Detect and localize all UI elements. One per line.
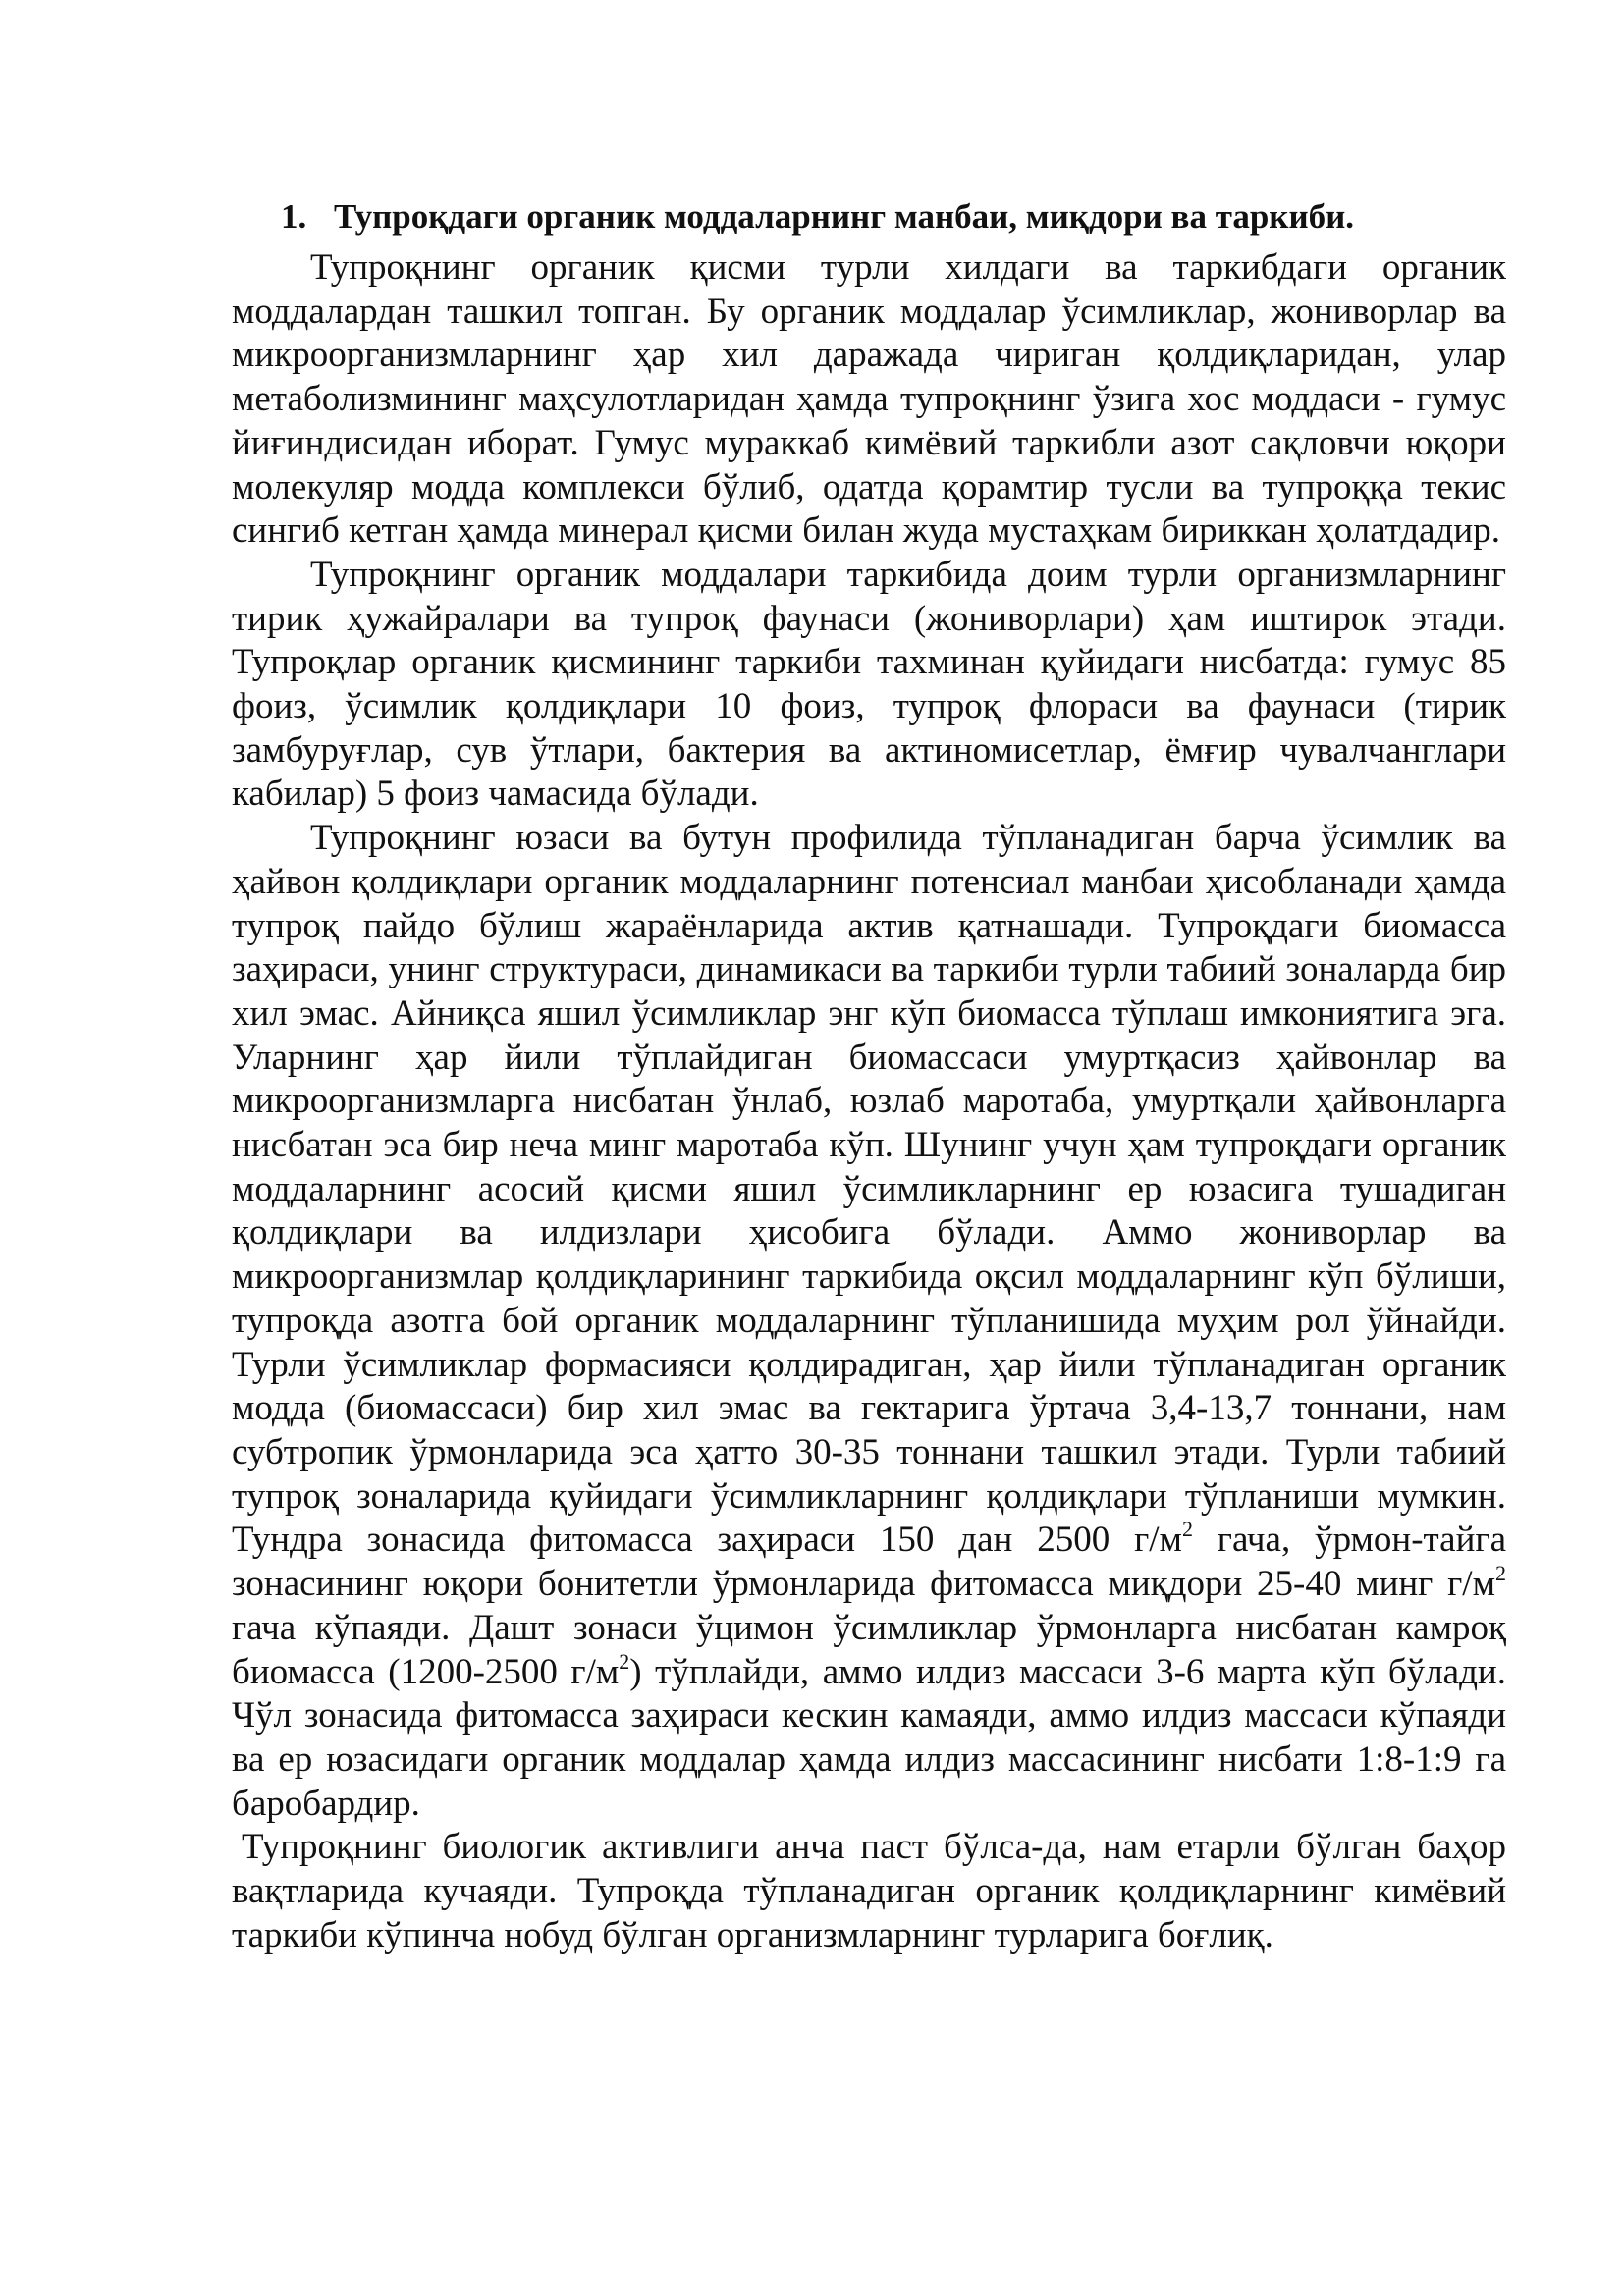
paragraph-3 bbox=[232, 817, 1506, 1826]
paragraph-3-part-1: Тупроқнинг юзаси ва бутун профилида тўпланадиган барча ўсимлик ва ҳайвон қолдиқлари органик моддаларнинг потенсиал манбаи ҳисобланади ҳамда тупроқ пайдо бўлиш жараёнларида актив қатнашади. Тупроқдаги биомасса заҳираси, унинг структураси, динамикаси ва таркиби турли табиий зоналарда бир хил эмас. Айниқса яшил ўсимликлар энг кўп биомасса тўплаш имкониятига эга. Уларнинг ҳар йили тўплайдиган биомассаси умуртқасиз ҳайвонлар ва микроорганизмларга нисбатан ўнлаб, юзлаб маротаба, умуртқали ҳайвонларга нисбатан эса бир неча минг маротаба кўп. Шунинг учун ҳам тупроқдаги органик моддаларнинг асосий қисми яшил ўсимликларнинг ер юзасига тушадиган қолдиқлари ва илдизлари ҳисобига бўлади. Аммо жониворлар ва микроорганизмлар қолдиқларининг таркибида оқсил моддаларнинг кўп бўлиши, тупроқда азотга бой органик моддаларнинг тўпланишида муҳим рол ўйнайди. Турли ўсимликлар формасияси қолдирадиган, ҳар йили тўпланадиган органик модда (биомассаси) бир хил эмас ва гектарига ўртача 3,4-13,7 тоннани, нам субтропик ўрмонларида эса ҳатто 30-35 тоннани ташкил этади. Турли табиий тупроқ зоналарида қуйидаги ўсимликларнинг қолдиқлари тўпланиши мумкин. Тундра зонасида фитомасса заҳираси 150 дан 2500 г/м bbox=[232, 818, 1506, 1561]
paragraph-4: Тупроқнинг биологик активлиги анча паст бўлса-да, нам етарли бўлган баҳор вақтларида кучаяди. Тупроқда тўпланадиган органик қолдиқларнинг кимёвий таркиби кўпинча нобуд бўлган организмларнинг турларига боғлиқ. bbox=[232, 1827, 1506, 1955]
paragraph-3-part-3: гача кўпаяди. Дашт зонаси ўцимон ўсимликлар ўрмонларга нисбатан камроқ биомасса (1200-2500 г/м bbox=[232, 1607, 1506, 1692]
superscript-2: 2 bbox=[619, 1648, 630, 1674]
section-heading bbox=[281, 192, 1506, 241]
section-title: Тупроқдаги органик моддаларнинг манбаи, миқдори ва таркиби. bbox=[334, 197, 1355, 236]
section-number: 1. bbox=[281, 197, 307, 236]
superscript-2: 2 bbox=[1495, 1561, 1506, 1586]
document-page bbox=[232, 192, 1506, 1957]
paragraph-3-part-4: ) тўплайди, аммо илдиз массаси 3-6 марта кўп бўлади. Чўл зонасида фитомасса заҳираси кескин камаяди, аммо илдиз массаси кўпаяди ва ер юзасидаги органик моддалар ҳамда илдиз массасининг нисбати 1:8-1:9 га баробардир. bbox=[232, 1651, 1506, 1824]
paragraph-1: Тупроқнинг органик қисми турли хилдаги ва таркибдаги органик моддалардан ташкил топган. Бу органик моддалар ўсимликлар, жониворлар ва микроорганизмларнинг ҳар хил даражада чириган қолдиқларидан, улар метаболизмининг маҳсулотларидан ҳамда тупроқнинг ўзига хос моддаси - гумус йиғиндисидан иборат. Гумус мураккаб кимёвий таркибли азот сақловчи юқори молекуляр модда комплекси бўлиб, одатда қорамтир тусли ва тупроққа текис сингиб кетган ҳамда минерал қисми билан жуда мустаҳкам бириккан ҳолатдадир. bbox=[232, 247, 1506, 552]
paragraph-3-part-2: гача, ўрмон-тайга зонасининг юқори бонитетли ўрмонларида фитомасса миқдори 25-40 минг г/м bbox=[232, 1520, 1506, 1605]
superscript-2: 2 bbox=[1181, 1517, 1193, 1542]
paragraph-2: Тупроқнинг органик моддалари таркибида доим турли организмларнинг тирик ҳужайралари ва тупроқ фаунаси (жониворлари) ҳам иштирок этади. Тупроқлар органик қисмининг таркиби тахминан қуйидаги нисбатда: гумус 85 фоиз, ўсимлик қолдиқлари 10 фоиз, тупроқ флораси ва фаунаси (тирик замбуруғлар, сув ўтлари, бактерия ва актиномисетлар, ёмғир чувалчанглари кабилар) 5 фоиз чамасида бўлади. bbox=[232, 554, 1506, 815]
